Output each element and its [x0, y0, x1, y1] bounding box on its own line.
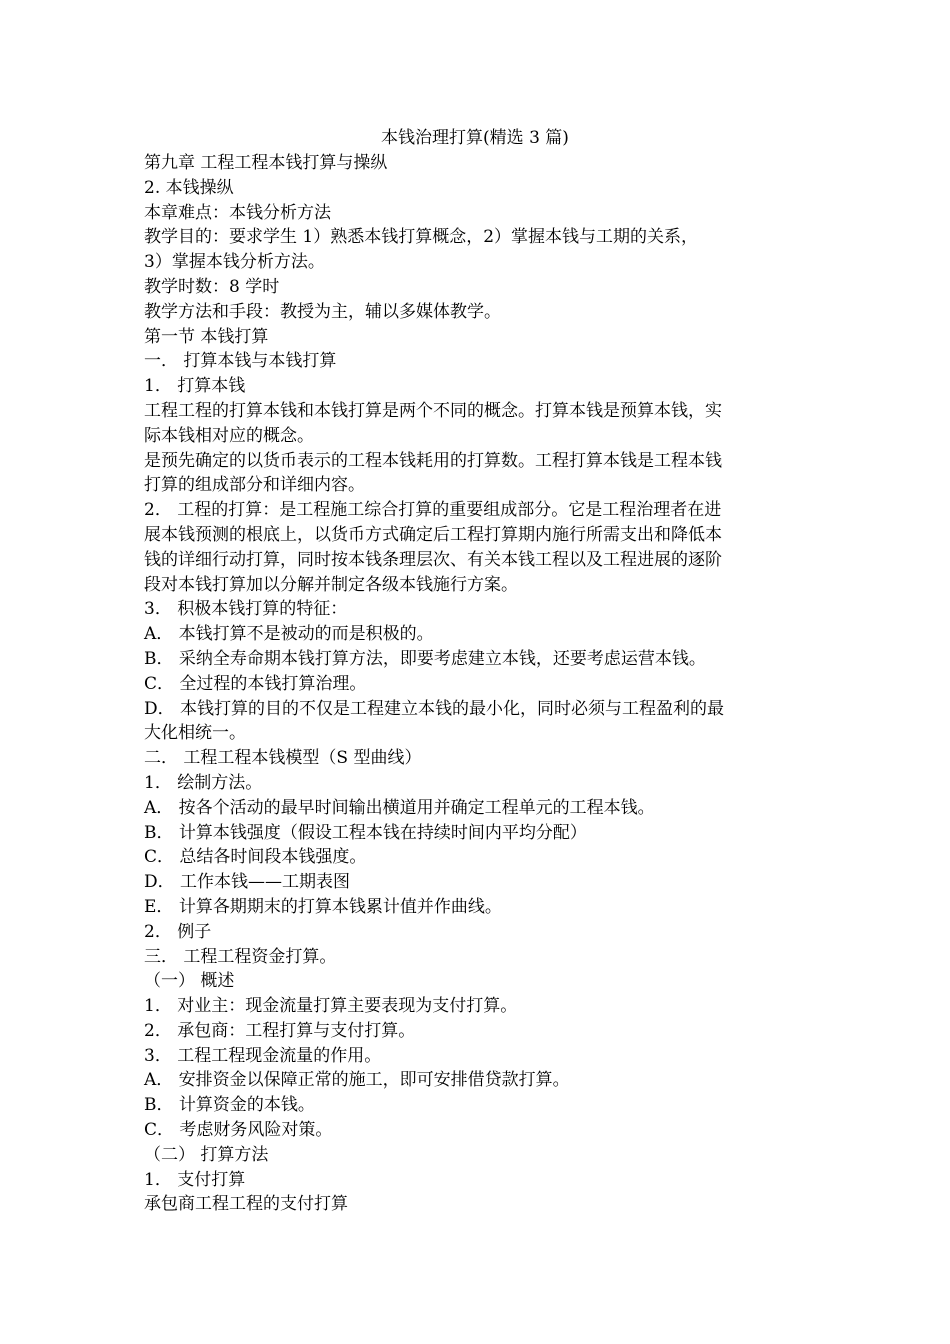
list-item: D． 工作本钱——工期表图 — [144, 872, 351, 893]
list-item: A． 安排资金以保障正常的施工，即可安排借贷款打算。 — [144, 1070, 570, 1091]
paragraph-line: 承包商工程工程的支付打算 — [144, 1194, 348, 1215]
list-item: C． 全过程的本钱打算治理。 — [144, 673, 367, 694]
subsection-heading: 一． 打算本钱与本钱打算 — [144, 351, 337, 372]
list-item: C． 总结各时间段本钱强度。 — [144, 847, 367, 868]
subsection-heading: 二． 工程工程本钱模型（S 型曲线） — [144, 748, 422, 769]
section-label: 2. 本钱操纵 — [144, 177, 234, 198]
paragraph-line: 是预先确定的以货币表示的工程本钱耗用的打算数。工程打算本钱是工程本钱 — [144, 450, 722, 471]
list-item: 1． 对业主：现金流量打算主要表现为支付打算。 — [144, 996, 518, 1017]
list-item: 2． 工程的打算：是工程施工综合打算的重要组成部分。它是工程治理者在进 — [144, 500, 722, 521]
paragraph-line: 教学目的：要求学生 1）熟悉本钱打算概念，2）掌握本钱与工期的关系， — [144, 227, 699, 248]
list-item: A． 本钱打算不是被动的而是积极的。 — [144, 624, 434, 645]
paragraph-line: 教学时数：8 学时 — [144, 276, 280, 297]
paragraph-line: 教学方法和手段：教授为主，辅以多媒体教学。 — [144, 301, 501, 322]
paragraph-line: 段对本钱打算加以分解并制定各级本钱施行方案。 — [144, 574, 518, 595]
chapter-heading: 第九章 工程工程本钱打算与操纵 — [144, 153, 388, 173]
list-item: 2． 承包商：工程打算与支付打算。 — [144, 1020, 416, 1041]
list-item: A． 按各个活动的最早时间输出横道用并确定工程单元的工程本钱。 — [144, 797, 655, 818]
list-item: D． 本钱打算的目的不仅是工程建立本钱的最小化，同时必须与工程盈利的最 — [144, 698, 725, 719]
paragraph-line: 际本钱相对应的概念。 — [144, 425, 314, 446]
list-item: B． 采纳全寿命期本钱打算方法，即要考虑建立本钱，还要考虑运营本钱。 — [144, 648, 706, 669]
list-item: 1． 支付打算 — [144, 1169, 246, 1190]
list-item: E． 计算各期期末的打算本钱累计值并作曲线。 — [144, 896, 502, 917]
paragraph-line: 打算的组成部分和详细内容。 — [144, 475, 365, 496]
paragraph-line: 工程工程的打算本钱和本钱打算是两个不同的概念。打算本钱是预算本钱，实 — [144, 400, 722, 421]
paragraph-line: 钱的详细行动打算，同时按本钱条理层次、有关本钱工程以及工程进展的逐阶 — [144, 549, 722, 570]
list-item: 3． 积极本钱打算的特征： — [144, 599, 348, 620]
list-item: 2． 例子 — [144, 921, 212, 942]
section-heading: 第一节 本钱打算 — [144, 326, 269, 347]
paragraph-line: 展本钱预测的根底上，以货币方式确定后工程打算期内施行所需支出和降低本 — [144, 524, 722, 545]
subsection-heading: 三． 工程工程资金打算。 — [144, 946, 337, 967]
document-body — [144, 151, 804, 1217]
paragraph-line: 大化相统一。 — [144, 723, 246, 744]
paragraph-line: 3）掌握本钱分析方法。 — [144, 252, 325, 273]
list-item: 1． 打算本钱 — [144, 376, 246, 397]
list-item: 1． 绘制方法。 — [144, 772, 263, 793]
list-item: C． 考虑财务风险对策。 — [144, 1120, 333, 1141]
subsection-heading: （二） 打算方法 — [144, 1144, 269, 1165]
list-item: B． 计算本钱强度（假设工程本钱在持续时间内平均分配） — [144, 822, 587, 843]
document-title: 本钱治理打算(精选 3 篇) — [381, 128, 569, 148]
subsection-heading: （一） 概述 — [144, 971, 235, 992]
paragraph-line: 本章难点：本钱分析方法 — [144, 202, 331, 223]
list-item: 3． 工程工程现金流量的作用。 — [144, 1045, 382, 1066]
list-item: B． 计算资金的本钱。 — [144, 1095, 315, 1116]
